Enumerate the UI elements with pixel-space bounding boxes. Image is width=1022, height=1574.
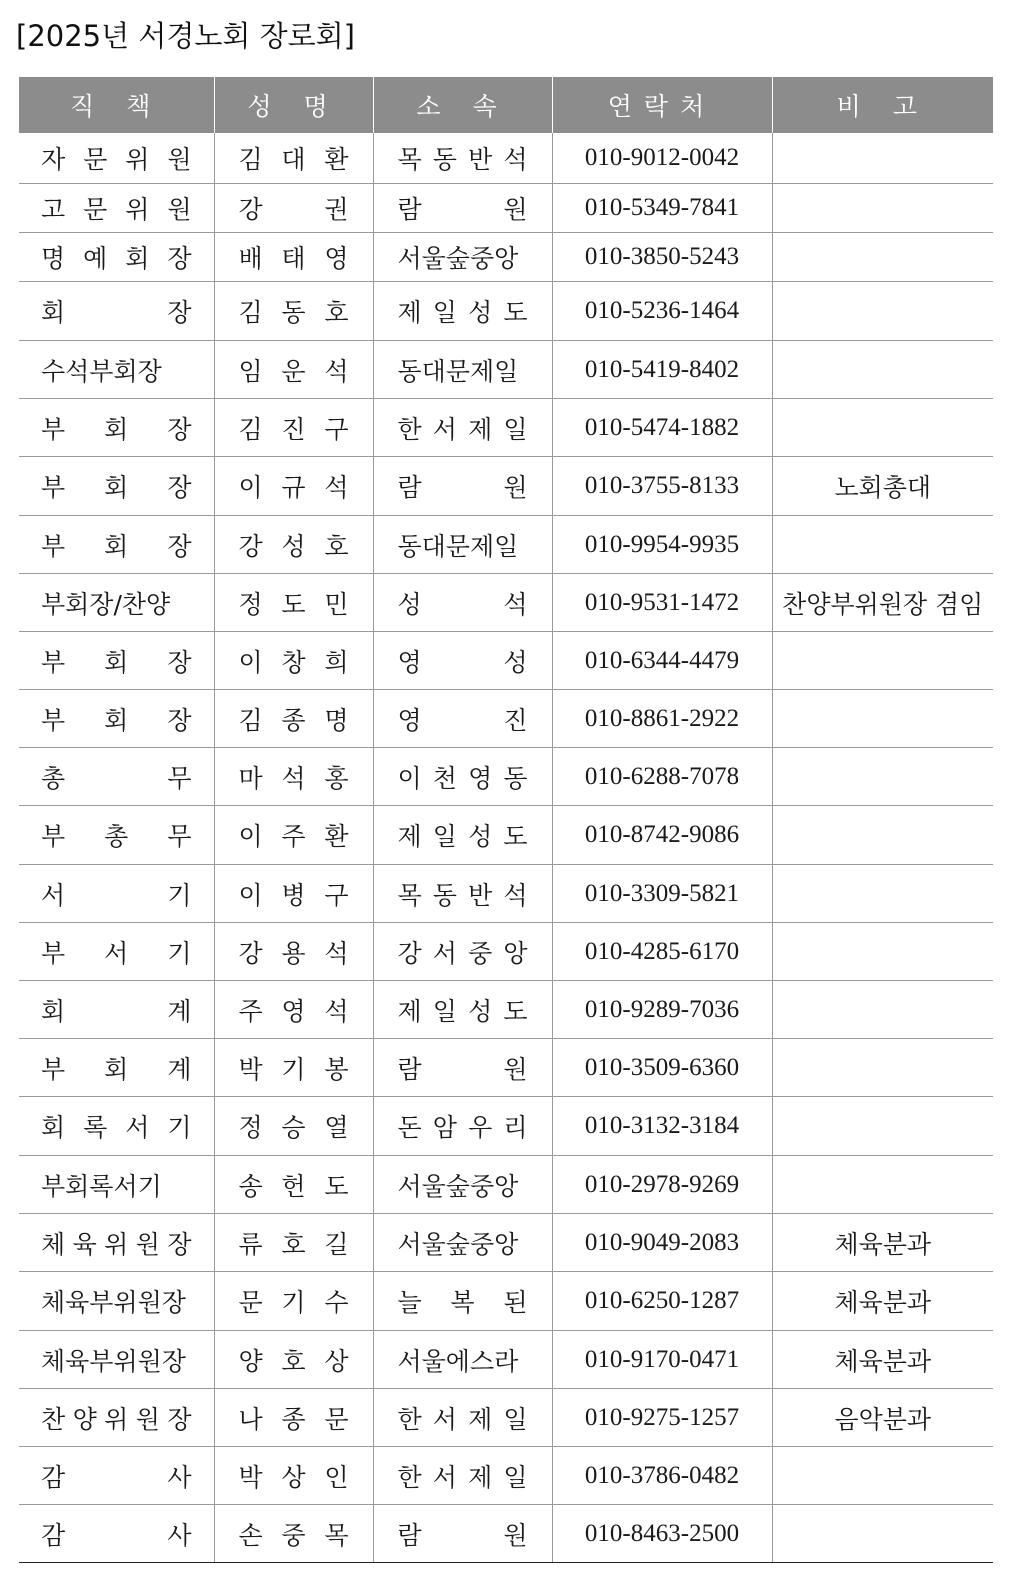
table-row <box>19 632 993 690</box>
cell-name: 송 헌 도 <box>214 1156 373 1214</box>
cell-name: 임 운 석 <box>214 341 373 399</box>
cell-role: 서 기 <box>19 865 214 923</box>
cell-church: 늘 복 된 <box>373 1272 552 1331</box>
cell-note <box>772 632 993 690</box>
cell-role: 부 회 장 <box>19 457 214 516</box>
table-row <box>19 806 993 865</box>
cell-role: 부 서 기 <box>19 923 214 981</box>
cell-church: 한 서 제 일 <box>373 399 552 457</box>
cell-church: 람 원 <box>373 184 552 233</box>
cell-church: 람 원 <box>373 1039 552 1097</box>
cell-name: 정 승 열 <box>214 1097 373 1156</box>
cell-name: 나 종 문 <box>214 1389 373 1447</box>
table-row <box>19 1214 993 1272</box>
cell-role: 부 회 장 <box>19 399 214 457</box>
cell-name: 이 창 희 <box>214 632 373 690</box>
table-row <box>19 516 993 574</box>
cell-role: 부회록서기 <box>19 1156 214 1214</box>
cell-phone: 010-3850-5243 <box>552 233 772 282</box>
cell-church: 영 성 <box>373 632 552 690</box>
cell-role: 감 사 <box>19 1447 214 1505</box>
cell-role: 부 총 무 <box>19 806 214 865</box>
cell-name: 김 동 호 <box>214 282 373 341</box>
page-title: [2025년 서경노회 장로회] <box>16 19 355 53</box>
table-row <box>19 923 993 981</box>
cell-name: 양 호 상 <box>214 1331 373 1389</box>
cell-phone: 010-2978-9269 <box>552 1156 772 1214</box>
cell-note <box>772 865 993 923</box>
cell-phone: 010-9531-1472 <box>552 574 772 632</box>
cell-name: 마 석 홍 <box>214 748 373 806</box>
header-row <box>19 77 993 133</box>
cell-note <box>772 516 993 574</box>
cell-church: 한 서 제 일 <box>373 1389 552 1447</box>
cell-church: 목 동 반 석 <box>373 133 552 184</box>
cell-phone: 010-5349-7841 <box>552 184 772 233</box>
cell-name: 강 권 <box>214 184 373 233</box>
cell-role: 부 회 계 <box>19 1039 214 1097</box>
cell-phone: 010-6250-1287 <box>552 1272 772 1331</box>
table-row <box>19 981 993 1039</box>
cell-role: 찬 양 위 원 장 <box>19 1389 214 1447</box>
cell-note: 체육분과 <box>772 1214 993 1272</box>
cell-church: 서울숲중앙 <box>373 1214 552 1272</box>
cell-church: 강 서 중 앙 <box>373 923 552 981</box>
cell-name: 박 기 봉 <box>214 1039 373 1097</box>
cell-role: 명 예 회 장 <box>19 233 214 282</box>
cell-church: 목 동 반 석 <box>373 865 552 923</box>
cell-church: 영 진 <box>373 690 552 748</box>
roster-table <box>19 77 993 1563</box>
cell-phone: 010-3786-0482 <box>552 1447 772 1505</box>
cell-phone: 010-8742-9086 <box>552 806 772 865</box>
cell-church: 제 일 성 도 <box>373 282 552 341</box>
cell-role: 체육부위원장 <box>19 1331 214 1389</box>
cell-phone: 010-6344-4479 <box>552 632 772 690</box>
cell-phone: 010-5419-8402 <box>552 341 772 399</box>
cell-note <box>772 184 993 233</box>
cell-name: 김 진 구 <box>214 399 373 457</box>
roster-body <box>19 133 993 1563</box>
table-row <box>19 574 993 632</box>
cell-church: 서울숲중앙 <box>373 1156 552 1214</box>
cell-note <box>772 748 993 806</box>
cell-name: 강 용 석 <box>214 923 373 981</box>
cell-phone: 010-6288-7078 <box>552 748 772 806</box>
table-row <box>19 282 993 341</box>
cell-name: 김 종 명 <box>214 690 373 748</box>
cell-note: 체육분과 <box>772 1272 993 1331</box>
cell-role: 회 계 <box>19 981 214 1039</box>
cell-church: 서울에스라 <box>373 1331 552 1389</box>
table-row <box>19 184 993 233</box>
cell-role: 부 회 장 <box>19 516 214 574</box>
cell-phone: 010-3755-8133 <box>552 457 772 516</box>
cell-phone: 010-5474-1882 <box>552 399 772 457</box>
cell-role: 감 사 <box>19 1505 214 1563</box>
cell-note: 체육분과 <box>772 1331 993 1389</box>
cell-phone: 010-9170-0471 <box>552 1331 772 1389</box>
cell-note <box>772 282 993 341</box>
cell-note <box>772 1039 993 1097</box>
table-row <box>19 1447 993 1505</box>
table-row <box>19 1505 993 1563</box>
cell-role: 부회장/찬양 <box>19 574 214 632</box>
cell-name: 주 영 석 <box>214 981 373 1039</box>
cell-name: 이 주 환 <box>214 806 373 865</box>
cell-note <box>772 1097 993 1156</box>
header-name: 성 명 <box>214 77 373 133</box>
cell-role: 부 회 장 <box>19 690 214 748</box>
cell-phone: 010-3509-6360 <box>552 1039 772 1097</box>
cell-note: 찬양부위원장 겸임 <box>772 574 993 632</box>
cell-name: 손 중 목 <box>214 1505 373 1563</box>
cell-name: 강 성 호 <box>214 516 373 574</box>
cell-phone: 010-4285-6170 <box>552 923 772 981</box>
cell-name: 이 규 석 <box>214 457 373 516</box>
cell-role: 고 문 위 원 <box>19 184 214 233</box>
cell-name: 문 기 수 <box>214 1272 373 1331</box>
table-row <box>19 1272 993 1331</box>
table-row <box>19 457 993 516</box>
cell-phone: 010-9012-0042 <box>552 133 772 184</box>
cell-phone: 010-3309-5821 <box>552 865 772 923</box>
cell-note <box>772 690 993 748</box>
cell-phone: 010-3132-3184 <box>552 1097 772 1156</box>
cell-role: 수석부회장 <box>19 341 214 399</box>
cell-phone: 010-9289-7036 <box>552 981 772 1039</box>
cell-name: 박 상 인 <box>214 1447 373 1505</box>
cell-note <box>772 133 993 184</box>
cell-name: 정 도 민 <box>214 574 373 632</box>
cell-role: 체 육 위 원 장 <box>19 1214 214 1272</box>
cell-church: 제 일 성 도 <box>373 981 552 1039</box>
cell-church: 람 원 <box>373 1505 552 1563</box>
cell-phone: 010-9049-2083 <box>552 1214 772 1272</box>
cell-note: 음악분과 <box>772 1389 993 1447</box>
cell-note <box>772 923 993 981</box>
cell-note: 노회총대 <box>772 457 993 516</box>
cell-phone: 010-8861-2922 <box>552 690 772 748</box>
table-row <box>19 1389 993 1447</box>
header-church: 소 속 <box>373 77 552 133</box>
table-row <box>19 748 993 806</box>
cell-note <box>772 1156 993 1214</box>
cell-church: 성 석 <box>373 574 552 632</box>
cell-role: 총 무 <box>19 748 214 806</box>
table-row <box>19 1039 993 1097</box>
cell-role: 회 록 서 기 <box>19 1097 214 1156</box>
cell-phone: 010-5236-1464 <box>552 282 772 341</box>
cell-role: 체육부위원장 <box>19 1272 214 1331</box>
cell-name: 류 호 길 <box>214 1214 373 1272</box>
cell-note <box>772 1447 993 1505</box>
table-row <box>19 690 993 748</box>
table-row <box>19 1156 993 1214</box>
cell-note <box>772 399 993 457</box>
table-row <box>19 1097 993 1156</box>
header-note: 비 고 <box>772 77 993 133</box>
cell-role: 자 문 위 원 <box>19 133 214 184</box>
cell-church: 한 서 제 일 <box>373 1447 552 1505</box>
cell-role: 부 회 장 <box>19 632 214 690</box>
table-row <box>19 1331 993 1389</box>
table-row <box>19 341 993 399</box>
table-row <box>19 233 993 282</box>
cell-note <box>772 981 993 1039</box>
cell-church: 동대문제일 <box>373 516 552 574</box>
cell-phone: 010-8463-2500 <box>552 1505 772 1563</box>
cell-role: 회 장 <box>19 282 214 341</box>
cell-church: 제 일 성 도 <box>373 806 552 865</box>
header-phone: 연락처 <box>552 77 772 133</box>
cell-church: 돈 암 우 리 <box>373 1097 552 1156</box>
header-role: 직 책 <box>19 77 214 133</box>
cell-name: 김 대 환 <box>214 133 373 184</box>
cell-phone: 010-9954-9935 <box>552 516 772 574</box>
cell-name: 배 태 영 <box>214 233 373 282</box>
table-row <box>19 399 993 457</box>
cell-church: 동대문제일 <box>373 341 552 399</box>
cell-note <box>772 806 993 865</box>
cell-note <box>772 341 993 399</box>
cell-church: 서울숲중앙 <box>373 233 552 282</box>
cell-note <box>772 233 993 282</box>
cell-phone: 010-9275-1257 <box>552 1389 772 1447</box>
table-row <box>19 133 993 184</box>
cell-note <box>772 1505 993 1563</box>
cell-church: 이 천 영 동 <box>373 748 552 806</box>
table-row <box>19 865 993 923</box>
cell-church: 람 원 <box>373 457 552 516</box>
cell-name: 이 병 구 <box>214 865 373 923</box>
